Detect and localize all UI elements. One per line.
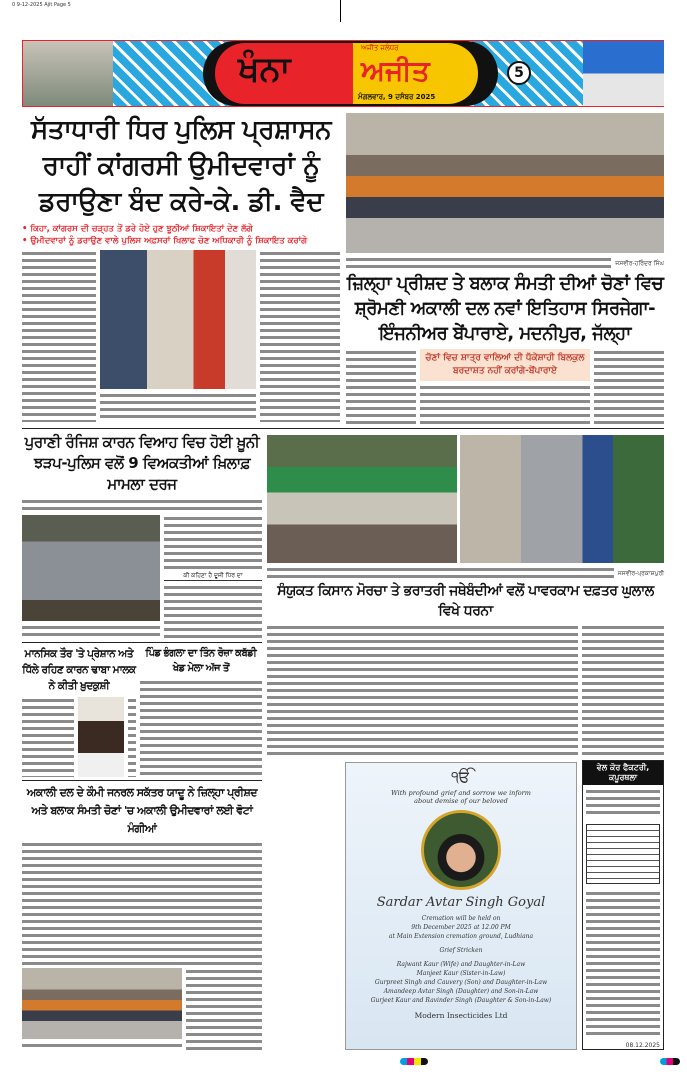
masthead	[22, 40, 664, 107]
yadu-headline: ਅਕਾਲੀ ਦਲ ਦੇ ਕੌਮੀ ਜਨਰਲ ਸਕੱਤਰ ਯਾਦੂ ਨੇ ਜ਼ਿਲ੍ਹਾ ਪ੍ਰੀਸ਼ਦ ਅਤੇ ਬਲਾਕ ਸੰਮਤੀ ਚੋਣਾਂ 'ਚ ਅਕਾਲੀ ਉਮੀਦਵਾਰਾਂ ਲਈ ਵੋਟਾਂ ਮੰਗੀਆਂ	[22, 784, 262, 838]
car-photo	[22, 515, 160, 621]
yadu-body	[22, 841, 262, 965]
issue-date: ਮੰਗਲਵਾਰ, 9 ਦਸੰਬਰ 2025	[358, 93, 436, 101]
deceased-name: Sardar Avtar Singh Goyal	[376, 895, 546, 910]
lead-body-col	[260, 250, 340, 422]
clash-body	[22, 624, 160, 638]
ad-line: Gurjeet Kaur and Ravinder Singh (Daughter & Son-in-Law)	[370, 997, 552, 1004]
akali-story	[346, 113, 664, 425]
crop-mark	[340, 0, 341, 22]
edition-label: ਅਜੀਤ ਜਲੰਧਰ	[361, 44, 399, 52]
suicide-body	[22, 697, 74, 777]
notice-date: 08.12.2025	[625, 1042, 660, 1049]
suicide-body	[128, 697, 136, 777]
lead-story	[22, 112, 340, 422]
city-name: ਖੰਨਾ	[238, 49, 291, 89]
lead-bullet: • ਉਮੀਦਵਾਰਾਂ ਨੂੰ ਡਰਾਉਣ ਵਾਲੇ ਪੁਲਿਸ ਅਫ਼ਸਰਾਂ ਖਿਲਾਫ ਚੋਣ ਅਧਿਕਾਰੀ ਨੂੰ ਸ਼ਿਕਾਇਤ ਕਰਾਂਗੇ	[22, 236, 308, 246]
photo-credit: ਜਸਵੀਰ-ਪ੍ਰਕਾਸ਼ਪੁਰੀ	[617, 570, 664, 577]
ad-line: Gurpreet Singh and Cauvery (Son) and Daughter-in-Law	[374, 979, 548, 986]
notice-title: ਵੇਲ ਕੋਰ ਫੈਕਟਰੀ, ਕਪੂਰਥਲਾ	[583, 761, 663, 785]
clash-body	[164, 515, 262, 569]
print-slug: 0 9-12-2025 Ajit Page 5	[12, 2, 71, 8]
portrait-photo	[78, 697, 124, 777]
clash-headline: ਪੁਰਾਣੀ ਰੰਜਿਸ਼ ਕਾਰਨ ਵਿਆਹ ਵਿਚ ਹੋਈ ਖ਼ੂਨੀ ਝੜਪ-ਪੁਲਿਸ ਵਲੋਂ 9 ਵਿਅਕਤੀਆਂ ਖ਼ਿਲਾਫ਼ ਮਾਮਲਾ ਦਰਜ	[22, 432, 262, 495]
farmers-photo-left	[267, 435, 457, 563]
photo-caption	[267, 566, 614, 578]
akali-body	[346, 349, 416, 425]
sports-body	[140, 679, 262, 777]
side-body	[582, 624, 664, 755]
ad-intro: With profound grief and sorrow we inform about demise of our beloved	[391, 789, 531, 805]
photo-credit: ਜਸਵੀਰ-ਹਰਿੰਦਰ ਸਿੰਘ	[615, 260, 664, 267]
deceased-photo	[421, 810, 501, 890]
ad-line: Manjeet Kaur (Sister-in-Law)	[416, 970, 506, 977]
lower-left	[22, 642, 262, 1050]
farmers-body	[267, 624, 578, 755]
lead-headline: ਸੱਤਾਧਾਰੀ ਧਿਰ ਪੁਲਿਸ ਪ੍ਰਸ਼ਾਸਨ ਰਾਹੀਂ ਕਾਂਗਰਸੀ ਉਮੀਦਵਾਰਾਂ ਨੂੰ ਡਰਾਉਣਾ ਬੰਦ ਕਰੇ-ਕੇ. ਡੀ. ਵੈਦ	[22, 112, 340, 220]
clash-body	[164, 584, 262, 638]
ad-grief-label: Grief Stricken	[439, 947, 483, 954]
ad-company: Modern Insecticides Ltd	[414, 1011, 508, 1020]
ad-line: at Main Extension cremation ground, Ludhiana	[388, 933, 534, 940]
sports-headline: ਪਿੰਡ ਭੰਗਲਾ ਦਾ ਤਿੰਨ ਰੋਜ਼ਾ ਕਬੱਡੀ ਖੇਡ ਮੇਲਾ ਅੱਜ ਤੋਂ	[140, 646, 262, 676]
farmers-photo-right	[460, 435, 664, 563]
khanda-symbol: ੴ	[451, 767, 471, 786]
photo-caption	[22, 1042, 182, 1050]
paper-name: ਅਜੀਤ	[361, 54, 430, 87]
akali-photo	[346, 113, 664, 253]
clash-story	[22, 432, 262, 638]
notice-box	[582, 760, 664, 1050]
suicide-headline: ਮਾਨਸਿਕ ਤੌਰ 'ਤੇ ਪ੍ਰੇਸ਼ਾਨ ਅਤੇ ਧਿੱਲੇ ਰਹਿਣ ਕਾਰਨ ਢਾਬਾ ਮਾਲਕ ਨੇ ਕੀਤੀ ਖ਼ੁਦਕੁਸ਼ੀ	[22, 648, 136, 692]
clash-body	[22, 498, 262, 512]
yadu-body	[186, 968, 262, 1050]
page-number: 5	[507, 61, 531, 85]
ad-line: 9th December 2025 at 12.00 PM	[411, 924, 511, 931]
yadu-photo	[22, 968, 182, 1039]
ad-line: Rajwant Kaur (Wife) and Daughter-in-Law	[396, 961, 526, 968]
akali-pullquote: ਚੋਣਾਂ ਵਿਚ ਸ਼ਾਤ੍ਰ ਵਾਲਿਆਂ ਦੀ ਧੱਕੇਸ਼ਾਹੀ ਬਿਲਕੁਲ ਬਰਦਾਸ਼ਤ ਨਹੀਂ ਕਰਾਂਗੇ-ਬੇਂਪਾਰਾਏ	[420, 349, 590, 381]
akali-headline: ਜ਼ਿਲ੍ਹਾ ਪ੍ਰੀਸ਼ਦ ਤੇ ਬਲਾਕ ਸੰਮਤੀ ਦੀਆਂ ਚੋਣਾਂ ਵਿਚ ਸ਼੍ਰੋਮਣੀ ਅਕਾਲੀ ਦਲ ਨਵਾਂ ਇਤਿਹਾਸ ਸਿਰਜੇਗਾ-ਇੰਜਨੀਅਰ ਬੇਂਪਾਰਾਏ, ਮਦਨੀਪੁਰ, ਜੱਲ੍ਹਾ	[346, 273, 664, 344]
ad-line: Cremation will be held on	[421, 915, 501, 922]
akali-body	[420, 384, 590, 425]
clash-subhead: ਕੀ ਕਹਿਣਾ ਹੈ ਦੂਜੀ ਧਿਰ ਦਾ	[164, 572, 262, 581]
color-bar	[400, 1058, 428, 1065]
lead-body-col	[100, 392, 256, 422]
obituary-ad	[345, 762, 577, 1050]
color-bar	[660, 1058, 680, 1065]
notice-table	[586, 824, 660, 884]
farmers-headline: ਸੰਯੁਕਤ ਕਿਸਾਨ ਮੋਰਚਾ ਤੇ ਭਰਾਤਰੀ ਜਥੇਬੰਦੀਆਂ ਵਲੋਂ ਪਾਵਰਕਾਮ ਦਫ਼ਤਰ ਘੁਲਾਲ ਵਿਖੇ ਧਰਨਾ	[267, 581, 664, 621]
lead-bullet: • ਕਿਹਾ, ਕਾਂਗਰਸ ਦੀ ਚੜ੍ਹਤ ਤੋਂ ਡਰੇ ਹੋਏ ਹੁਣ ਝੂਠੀਆਂ ਸ਼ਿਕਾਇਤਾਂ ਦੇਣ ਲੱਗੇ	[22, 224, 253, 234]
masthead-photo-right	[583, 41, 664, 106]
masthead-photo-left	[23, 41, 113, 106]
farmers-story	[267, 435, 664, 755]
ad-line: Amandeep Avtar Singh (Daughter) and Son-in-Law	[383, 988, 539, 995]
lead-photo	[100, 250, 256, 389]
photo-caption	[346, 256, 611, 268]
lead-body-col	[22, 250, 96, 422]
akali-body	[594, 349, 664, 425]
